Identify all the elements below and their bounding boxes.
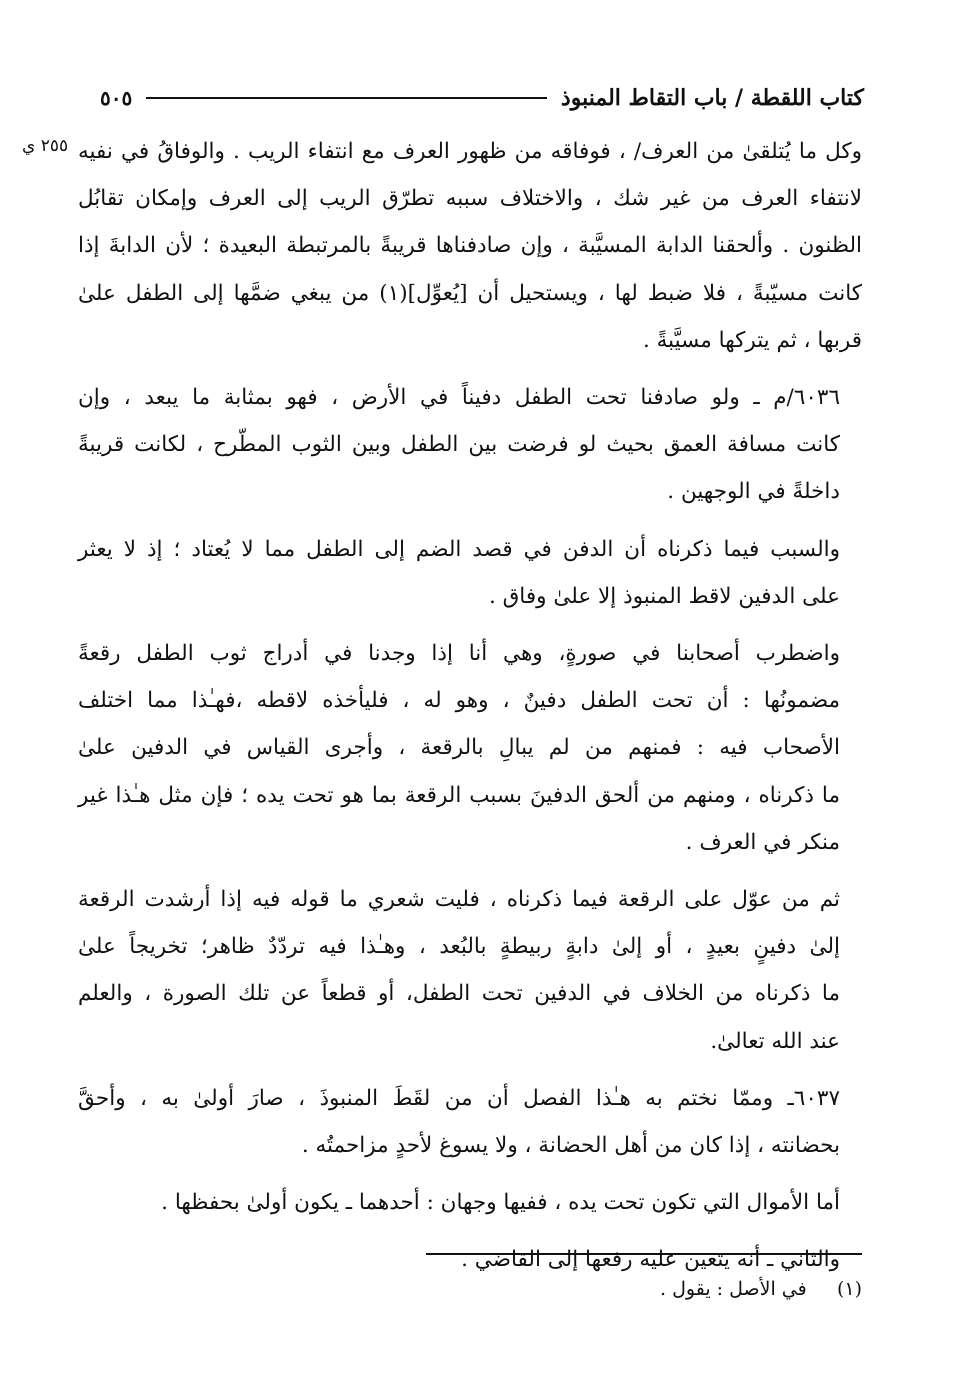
text-line: مضمونُها : أن تحت الطفل دفينٌ ، وهو له ، فليأخذه لاقطه ،فهـٰذا مما اختلف [78, 688, 840, 714]
text-line: ما ذكرناه ، ومنهم من ألحق الدفينَ بسبب الرقعة بما هو تحت يده ؛ فإن مثل هـٰذا غير [78, 782, 840, 808]
text-line: ثم من عوّل على الرقعة فيما ذكرناه ، فليت شعري ما قوله فيه إذا أرشدت الرقعة [78, 887, 840, 913]
header-title: كتاب اللقطة / باب التقاط المنبوذ [560, 85, 864, 111]
text-line: الأصحاب فيه : فمنهم من لم يبالِ بالرقعة ، وأجرى القياس في الدفين علىٰ [78, 735, 840, 761]
page-number: ٥٠٥ [100, 86, 133, 110]
text-line: أما الأموال التي تكون تحت يده ، ففيها وجهان : أحدهما ـ يكون أولىٰ بحفظها . [161, 1190, 840, 1216]
footnote-text: في الأصل : يقول . [660, 1278, 807, 1300]
main-text [78, 128, 862, 1294]
paragraph-p8 [78, 1236, 862, 1283]
paragraph-p1 [78, 128, 862, 364]
text-line: والسبب فيما ذكرناه أن الدفن في قصد الضم إلى الطفل مما لا يُعتاد ؛ إذ لا يعثر [78, 536, 840, 562]
text-line: والثاني ـ أنه يتعين عليه رفعها إلى القاضي . [461, 1247, 840, 1273]
text-line: داخلةً في الوجهين . [667, 479, 840, 505]
text-line: كانت مسافة العمق بحيث لو فرضت بين الطفل وبين الثوب المطّرح ، لكانت قريبةً [78, 432, 840, 458]
paragraph-p5 [78, 876, 862, 1065]
text-line: واضطرب أصحابنا في صورةٍ، وهي أنا إذا وجدنا في أدراج ثوب الطفل رقعةً [78, 641, 840, 667]
paragraph-p2 [78, 374, 862, 516]
paragraph-p6 [78, 1075, 862, 1169]
text-line: الظنون . وألحقنا الدابة المسيَّبة ، وإن صادفناها قريبةً بالمرتبطة البعيدة ؛ لأن الدابةَ إذا [78, 233, 862, 259]
text-line: ٦٠٣٧ـ وممّا نختم به هـٰذا الفصل أن من لقَطَ المنبوذَ ، صارَ أولىٰ به ، وأحقَّ [78, 1085, 840, 1111]
text-line: ٦٠٣٦/م ـ ولو صادفنا تحت الطفل دفيناً في الأرض ، فهو بمثابة ما يبعد ، وإن [78, 385, 840, 411]
paragraph-p7 [78, 1179, 862, 1226]
paragraph-p3 [78, 526, 862, 620]
margin-manuscript-ref: ٢٥٥ ي [22, 136, 69, 156]
header-rule [146, 97, 547, 99]
text-line: قربها ، ثم يتركها مسيَّبةً . [642, 327, 862, 353]
text-line: وكل ما يُتلقىٰ من العرف/ ، فوفاقه من ظهور العرف مع انتفاء الريب . والوفاقُ في نفيه [78, 139, 862, 164]
text-line: على الدفين لاقط المنبوذ إلا علىٰ وفاق . [488, 583, 840, 609]
text-line: منكر في العرف . [685, 829, 840, 855]
running-header [100, 78, 864, 118]
text-line: كانت مسيّبةً ، فلا ضبط لها ، ويستحيل أن [يُعوِّل](١) من يبغي ضمَّها إلى الطفل علىٰ [78, 280, 862, 306]
text-line: إلىٰ دفينٍ بعيدٍ ، أو إلىٰ دابةٍ ربيطةٍ بالبُعد ، وهـٰذا فيه تردّدٌ ظاهر؛ تخريجاً علىٰ [78, 934, 840, 960]
text-line: لانتفاء العرف من غير شك ، والاختلاف سببه تطرّق الريب إلى العرف وإمكان تقابُل [78, 186, 862, 212]
text-line: ما ذكرناه من الخلاف في الدفين تحت الطفل، أو قطعاً عن تلك الصورة ، والعلم [78, 981, 840, 1007]
footnote-rule [426, 1253, 862, 1255]
paragraph-p4 [78, 630, 862, 866]
text-line: عند الله تعالىٰ. [710, 1028, 840, 1054]
footnote-marker: (١) [836, 1278, 862, 1300]
text-line: بحضانته ، إذا كان من أهل الحضانة ، ولا يسوغ لأحدٍ مزاحمتُه . [301, 1133, 840, 1159]
footnote [660, 1278, 862, 1300]
